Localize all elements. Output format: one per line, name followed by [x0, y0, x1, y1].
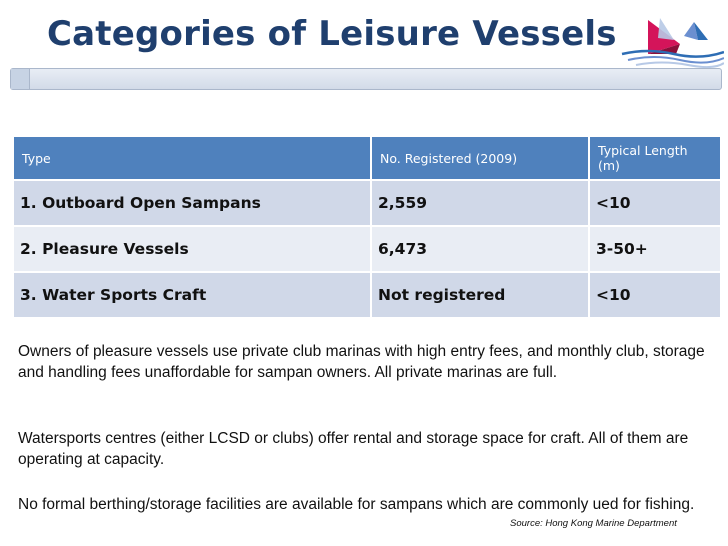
table-row — [13, 226, 721, 272]
paragraph-watersports: Watersports centres (either LCSD or clubs) offer rental and storage space for craft. All of them are operating at capacity. — [18, 430, 689, 468]
table-row — [13, 272, 721, 318]
cell-registered: 6,473 — [371, 226, 589, 272]
cell-length: <10 — [589, 180, 721, 226]
vessel-categories-table — [12, 135, 722, 319]
title-divider-bar — [10, 68, 722, 90]
source-citation: Source: Hong Kong Marine Department — [510, 518, 677, 529]
slide-title: Categories of Leisure Vessels — [47, 14, 617, 54]
header-length: Typical Length (m) — [589, 136, 721, 180]
divider-bar-accent — [11, 69, 30, 89]
cell-length: <10 — [589, 272, 721, 318]
table-header-row — [13, 136, 721, 180]
header-type: Type — [13, 136, 371, 180]
sailboat-logo-icon — [618, 14, 724, 68]
cell-type: 2. Pleasure Vessels — [13, 226, 371, 272]
cell-type: 1. Outboard Open Sampans — [13, 180, 371, 226]
cell-length: 3-50+ — [589, 226, 721, 272]
cell-type: 3. Water Sports Craft — [13, 272, 371, 318]
cell-registered: 2,559 — [371, 180, 589, 226]
paragraph-marinas: Owners of pleasure vessels use private club marinas with high entry fees, and monthly club, storage and handling fees unaffordable for sampan owners. All private marinas are full. — [18, 343, 705, 381]
cell-registered: Not registered — [371, 272, 589, 318]
paragraph-sampans: No formal berthing/storage facilities are available for sampans which are commonly ued for fishing. — [18, 496, 695, 513]
header-registered: No. Registered (2009) — [371, 136, 589, 180]
table-row — [13, 180, 721, 226]
